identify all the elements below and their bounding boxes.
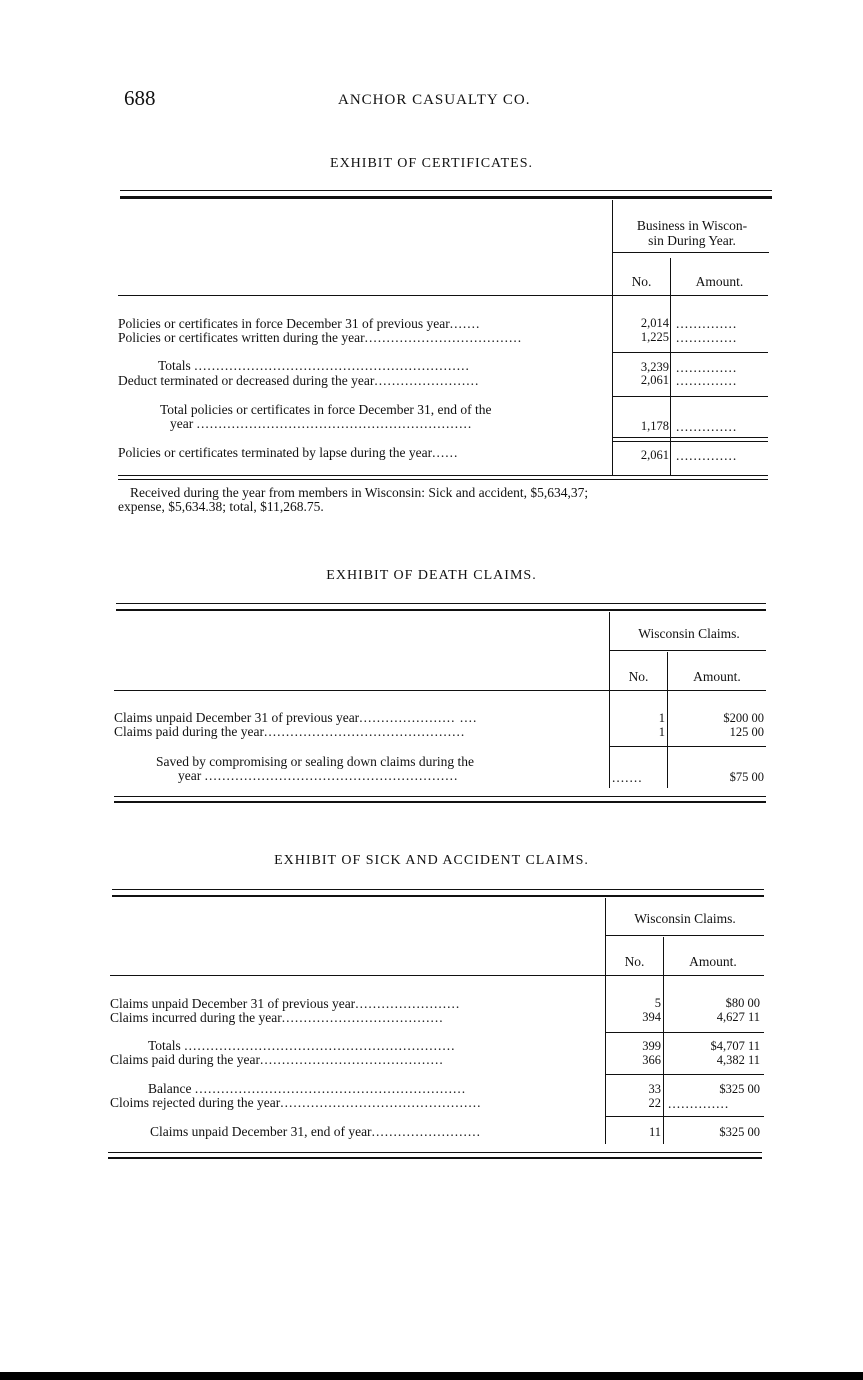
sick-title: EXHIBIT OF SICK AND ACCIDENT CLAIMS.: [274, 853, 589, 868]
table-row: Claims incurred during the year.....................................: [110, 1010, 444, 1025]
death-rule-2: [610, 746, 766, 747]
cell-no: 399: [642, 1039, 661, 1053]
scan-edge: [0, 1372, 863, 1380]
cell-amount: ..............: [676, 448, 738, 463]
sick-bottom-rule-1: [108, 1152, 762, 1153]
sick-col-amount: Amount.: [689, 954, 737, 969]
death-header-rule: [114, 690, 766, 691]
table-row: Cloims rejected during the year..............................................: [110, 1095, 482, 1110]
sick-rule-end: [606, 1116, 764, 1117]
row-label: Claims paid during the year: [114, 724, 264, 739]
cell-amount: ..............: [676, 373, 738, 388]
cert-bottom-rule-1: [118, 475, 768, 476]
cell-no: 3,239: [640, 360, 669, 374]
death-col-divider-1: [609, 612, 610, 788]
row-label: Claims unpaid December 31 of previous year: [114, 710, 360, 725]
cert-col-amount: Amount.: [695, 274, 744, 289]
row-label: Policies or certificates written during the year: [118, 330, 365, 345]
table-row: Claims unpaid December 31, end of year.........................: [150, 1124, 481, 1139]
cell-no: 2,061: [640, 448, 669, 462]
cell-amount: $325 00: [719, 1082, 760, 1096]
death-bottom-rule-1: [114, 796, 766, 797]
cert-col-divider-1: [612, 200, 613, 475]
cert-group-rule: [613, 252, 769, 253]
cell-no: 2,061: [640, 373, 669, 387]
row-label: Claims unpaid December 31, end of year: [150, 1124, 372, 1139]
table-row: Claims unpaid December 31 of previous year...................... ....: [114, 710, 478, 725]
running-header: ANCHOR CASUALTY CO.: [338, 92, 531, 108]
cert-rule-2: [613, 396, 768, 397]
sick-group-header: Wisconsin Claims.: [634, 911, 736, 926]
row-label: Claims paid during the year: [110, 1052, 260, 1067]
cell-amount: $80 00: [725, 996, 760, 1010]
cell-no: 2,014: [640, 316, 669, 330]
table-row-cont: year ..........................................................: [178, 768, 459, 783]
sick-bottom-rule-2: [108, 1157, 762, 1159]
cert-col-divider-2: [670, 258, 671, 475]
certificates-title: EXHIBIT OF CERTIFICATES.: [330, 156, 533, 171]
cert-group-header: [616, 218, 768, 248]
sick-top-rule-1: [112, 889, 764, 890]
row-label: Totals: [158, 358, 191, 373]
cell-amount: 125 00: [729, 725, 764, 739]
row-label: Policies or certificates in force December 31 of previous year: [118, 316, 450, 331]
death-group-header: Wisconsin Claims.: [638, 626, 740, 641]
cell-no: 394: [642, 1010, 661, 1024]
cert-group-header-text: Business in Wiscon-sin During Year.: [636, 218, 748, 248]
row-label: Deduct terminated or decreased during the year: [118, 373, 375, 388]
cell-no: 1: [658, 725, 665, 739]
cert-note-line1: Received during the year from members in Wisconsin: Sick and accident, $5,634,37;: [130, 485, 589, 500]
cell-no: 22: [648, 1096, 661, 1110]
death-top-rule-2: [116, 609, 766, 611]
cert-col-no: No.: [631, 274, 652, 289]
cell-amount: $75 00: [729, 770, 764, 784]
table-row: [156, 754, 608, 769]
row-label-cont: year: [178, 768, 202, 783]
cell-amount: ..............: [676, 330, 738, 345]
cell-no: 1,225: [640, 330, 669, 344]
cell-no: 1,178: [640, 419, 669, 433]
row-label: Cloims rejected during the year: [110, 1095, 281, 1110]
row-label: Balance: [148, 1081, 192, 1096]
cell-amount: ..............: [676, 316, 738, 331]
row-label: Policies or certificates terminated by lapse during the year: [118, 445, 433, 460]
row-label: Totals: [148, 1038, 181, 1053]
cell-amount: ..............: [676, 419, 738, 434]
table-row: Totals ..............................................................: [148, 1038, 456, 1053]
table-row-cont: year ...............................................................: [170, 416, 473, 431]
cert-note-line2: expense, $5,634.38; total, $11,268.75.: [118, 499, 324, 514]
cell-amount: 4,627 11: [716, 1010, 760, 1024]
death-col-no: No.: [628, 669, 649, 684]
row-label: Claims unpaid December 31 of previous year: [110, 996, 356, 1011]
row-label: Total policies or certificates in force December 31, end of the: [160, 402, 492, 417]
cert-top-rule-1: [120, 190, 772, 191]
table-row: Claims paid during the year..............................................: [114, 724, 466, 739]
table-row: Policies or certificates written during the year....................................: [118, 330, 523, 345]
row-label-cont: year: [170, 416, 194, 431]
cell-no: 366: [642, 1053, 661, 1067]
row-label: Claims incurred during the year: [110, 1010, 282, 1025]
sick-header-rule: [110, 975, 764, 976]
death-bottom-rule-2: [114, 801, 766, 803]
table-row: Claims unpaid December 31 of previous year........................: [110, 996, 461, 1011]
cell-no: 1: [658, 711, 665, 725]
table-row: Balance ..............................................................: [148, 1081, 467, 1096]
cert-header-rule: [118, 295, 768, 296]
sick-top-rule-2: [112, 895, 764, 897]
cell-amount: ..............: [668, 1096, 730, 1111]
cell-amount: $4,707 11: [710, 1039, 760, 1053]
sick-col-no: No.: [624, 954, 645, 969]
table-row: Claims paid during the year..........................................: [110, 1052, 444, 1067]
death-title: EXHIBIT OF DEATH CLAIMS.: [326, 568, 537, 583]
cell-no: .......: [612, 770, 643, 785]
table-row: Deduct terminated or decreased during the year........................: [118, 373, 480, 388]
row-label: Saved by compromising or sealing down claims during the: [156, 754, 474, 769]
cert-rule-3b: [613, 441, 768, 442]
sick-rule-totals: [606, 1032, 764, 1033]
table-row: Totals ...............................................................: [158, 358, 470, 373]
cell-no: 33: [648, 1082, 661, 1096]
cell-amount: $325 00: [719, 1125, 760, 1139]
cell-no: 11: [648, 1125, 661, 1139]
cert-rule-3a: [613, 437, 768, 438]
death-col-amount: Amount.: [693, 669, 741, 684]
cell-amount: 4,382 11: [716, 1053, 760, 1067]
sick-group-rule: [606, 935, 764, 936]
cert-top-rule-2: [120, 196, 772, 199]
table-row: Policies or certificates terminated by lapse during the year......: [118, 445, 459, 460]
table-row: [160, 402, 612, 417]
cell-amount: $200 00: [723, 711, 764, 725]
cert-bottom-rule-2: [118, 479, 768, 480]
death-top-rule-1: [116, 603, 766, 604]
cell-amount: ..............: [676, 360, 738, 375]
cert-subtotal-rule: [613, 352, 768, 353]
table-row: Policies or certificates in force December 31 of previous year.......: [118, 316, 481, 331]
page-number: 688: [124, 86, 156, 110]
cell-no: 5: [654, 996, 661, 1010]
sick-rule-balance: [606, 1074, 764, 1075]
death-group-rule: [610, 650, 766, 651]
